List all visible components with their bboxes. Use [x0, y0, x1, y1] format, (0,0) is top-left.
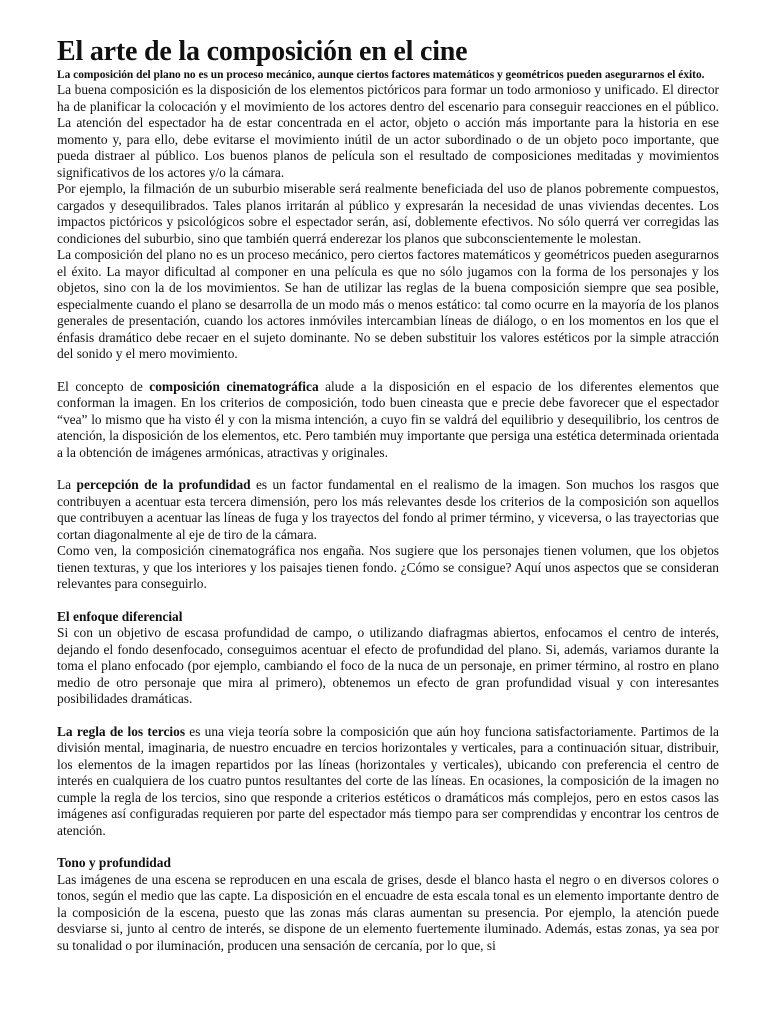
section-heading: Tono y profundidad: [57, 855, 171, 870]
text-run: es un factor fundamental en el realismo de la imagen. Son muchos los rasgos que contribuyen a acentuar esta tercera dimensión, pero los más relevantes desde los criterios de la composición son aquellos que contribuyen a acentuar las líneas de fuga y los trayectos del fondo al primer término, y viceversa, o las trayectorias que cortan diagonalmente al eje de tiro de la cámara.: [57, 477, 719, 542]
paragraph-tercios: [57, 724, 719, 840]
paragraph-profundidad: [57, 477, 719, 543]
bold-term: La regla de los tercios: [57, 723, 186, 739]
spacer: [57, 839, 719, 855]
spacer: [57, 363, 719, 379]
spacer: [57, 708, 719, 724]
paragraph: Las imágenes de una escena se reproducen en una escala de grises, desde el blanco hasta el negro o en diversos colores o tonos, según el medio que las capte. La disposición en el encuadre de esta escala tonal es un elemento importante dentro de la composición de la escena, puesto que las zonas más claras aumentan su presencia. Por ejemplo, la atención puede desviarse si, junto al centro de interés, se dispone de un elemento fuertemente iluminado. Además, estas zonas, ya sea por su tonalidad o por iluminación, producen una sensación de cercanía, por lo que, si: [57, 871, 719, 953]
paragraph: La buena composición es la disposición de los elementos pictóricos para formar un todo armonioso y unificado. El director ha de planificar la colocación y el movimiento de los actores dentro del escenario para conseguir reacciones en el público. La atención del espectador ha de estar concentrada en el actor, objeto o acción más importante para la historia en ese momento y, para ello, debe evitarse el movimiento inútil de un actor subordinado o de un objeto poco importante, que pueda distraer al público. Los buenos planos de película son el resultado de composiciones meditadas y movimientos significativos de los actores y/o la cámara.: [57, 82, 719, 180]
document-subtitle: La composición del plano no es un proceso mecánico, aunque ciertos factores matemáticos y geométricos pueden asegurarnos el éxito.: [57, 69, 705, 81]
spacer: [57, 461, 719, 477]
paragraph: La composición del plano no es un proceso mecánico, pero ciertos factores matemáticos y geométricos pueden asegurarnos el éxito. La mayor dificultad al componer en una película es que no sólo jugamos con la forma de los personajes y los objetos, sino con la de los movimientos. Se han de utilizar las reglas de la buena composición siempre que sea posible, especialmente cuando el plano se desarrolla de un modo más o menos estático: tal como ocurre en la mayoría de los planos generales de presentación, cuando los actores inmóviles intercambian líneas de diálogo, o en los momentos en los que el énfasis dramático debe recaer en el sujeto dominante. No se deben substituir los valores estéticos por la simple atracción del sonido y el mero movimiento.: [57, 247, 719, 361]
document-page: [57, 36, 719, 954]
paragraph: Por ejemplo, la filmación de un suburbio miserable será realmente beneficiada del uso de planos pobremente compuestos, cargados y desequilibrados. Tales planos irritarán al público y expresarán la necesidad de unas viviendas decentes. Los impactos pictóricos y psicológicos sobre el espectador serán, así, doblemente efectivos. No sólo querrá ver corregidas las condiciones del suburbio, sino que también querrá enderezar los planos que subconscientemente le molestan.: [57, 181, 719, 246]
bold-term: composición cinematográfica: [149, 378, 319, 394]
spacer: [57, 593, 719, 609]
text-run: alude a la disposición en el espacio de los diferentes elementos que conforman la imagen. En los criterios de composición, todo buen cineasta que e precie debe favorecer que el espectador “vea” lo mismo que ha visto él y con la misma intención, a cuyo fin se valdrá del equilibrio y desequilibrio, los centros de atención, la disposición de los elementos, etc. Pero también muy importante que persiga una estética determinada orientada a la obtención de imágenes armónicas, atractivas y originales.: [57, 378, 719, 460]
text-run: es una vieja teoría sobre la composición que aún hoy funciona satisfactoriamente. Partimos de la división mental, imaginaria, de nuestro encuadre en tercios horizontales y verticales, para a continuación situar, distribuir, los elementos de la imagen repartidos por las líneas (horizontales y verticales), ubicando con preferencia el centro de interés en cualquiera de los cuatro puntos resultantes del corte de las líneas. En ocasiones, la composición de la imagen no cumple la regla de los tercios, sino que responde a criterios estéticos o dramáticos más complejos, pero en estos casos las imágenes así configuradas requieren por parte del espectador más tiempo para ser comprendidas y encontrar los centros de atención.: [57, 723, 719, 838]
section-heading: El enfoque diferencial: [57, 608, 183, 624]
paragraph: Si con un objetivo de escasa profundidad de campo, o utilizando diafragmas abiertos, enfocamos el centro de interés, dejando el fondo desenfocado, conseguimos acentuar el efecto de profundidad del plano. Si, además, variamos durante la toma el plano enfocado (por ejemplo, cambiando el foco de la nuca de un personaje, en primer término, al rostro en plano medio de otro personaje que mira al primero), obtenemos un efecto de gran profundidad visual y con interesantes posibilidades dramáticas.: [57, 625, 719, 706]
text-run: La: [57, 477, 77, 492]
bold-term: percepción de la profundidad: [76, 477, 251, 492]
document-title: El arte de la composición en el cine: [57, 36, 468, 67]
paragraph-composicion: [57, 379, 719, 462]
paragraph: Como ven, la composición cinematográfica nos engaña. Nos sugiere que los personajes tienen volumen, que los objetos tienen texturas, y que los interiores y los paisajes tienen fondo. ¿Cómo se consigue? Aquí unos aspectos que se consideran relevantes para conseguirlo.: [57, 543, 719, 591]
text-run: El concepto de: [57, 378, 150, 394]
